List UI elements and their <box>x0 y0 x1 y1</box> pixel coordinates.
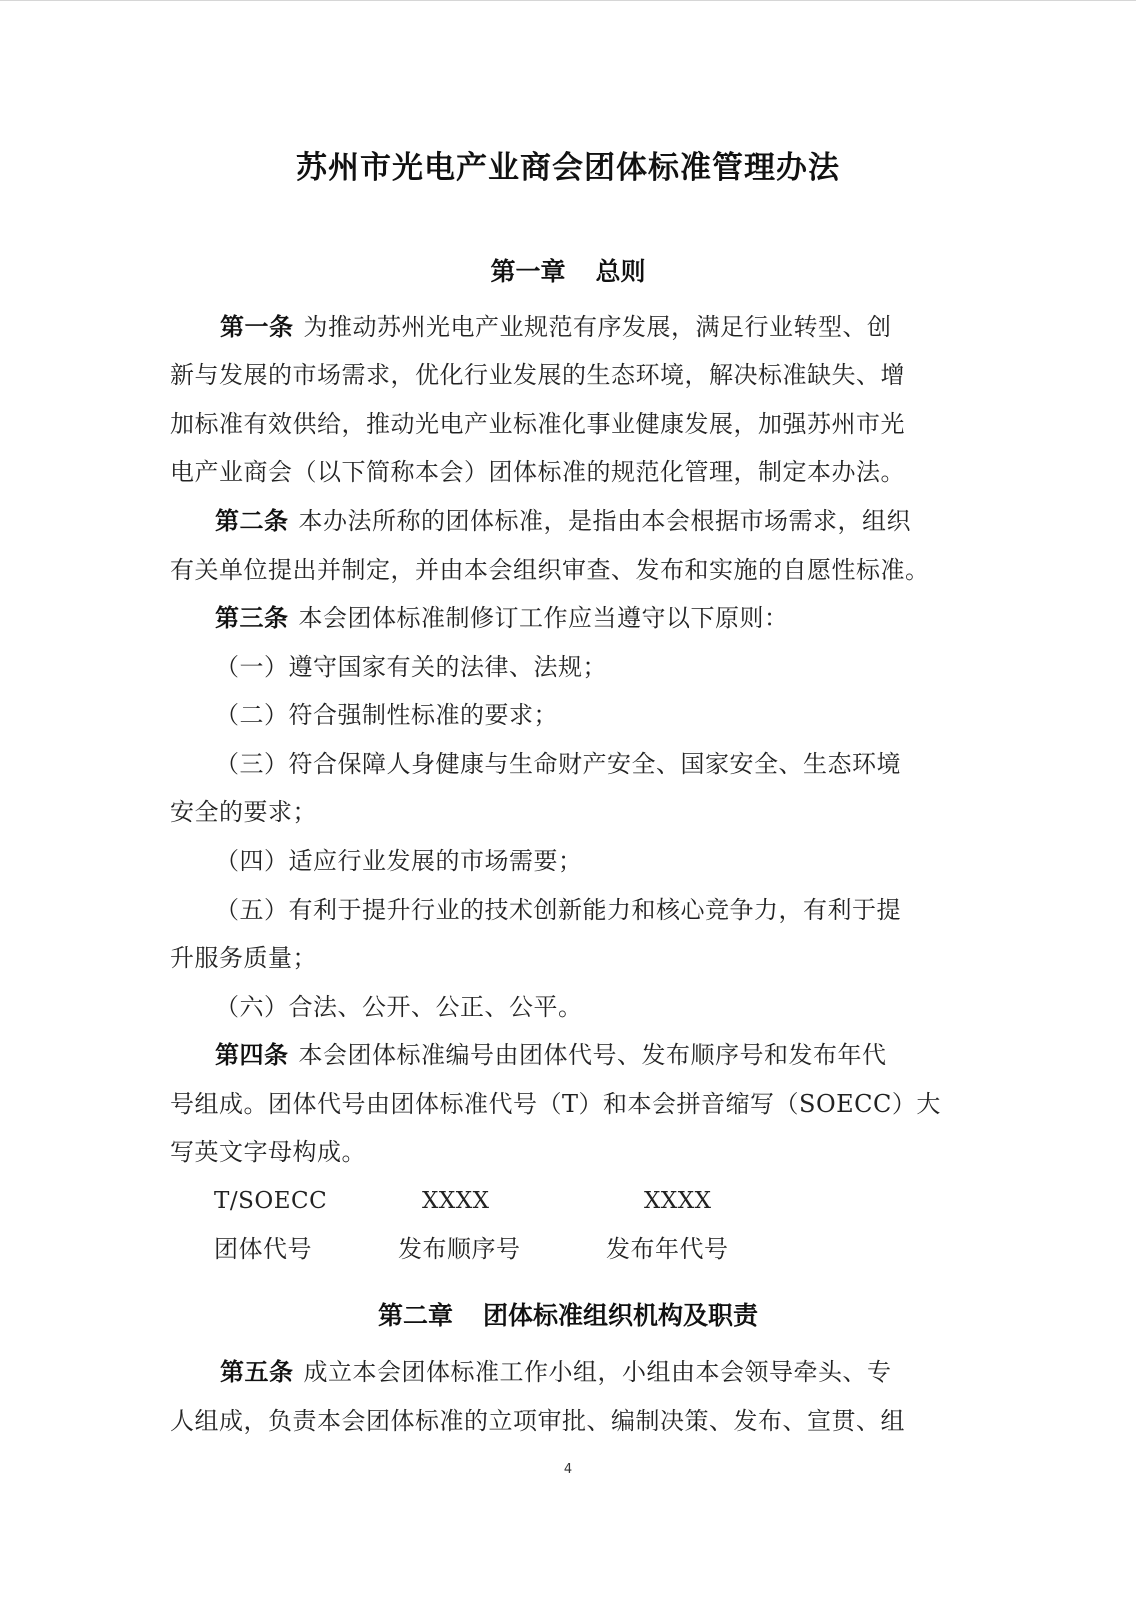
article-5-line-1: 第五条 成立本会团体标准工作小组，小组由本会领导牵头、专 <box>220 1358 892 1386</box>
article-3-item-3-cont: 安全的要求； <box>170 798 317 826</box>
code-value-group: T/SOECC <box>214 1188 328 1214</box>
article-3-label: 第三条 <box>215 604 289 632</box>
chapter-1-label: 第一章 <box>490 257 566 286</box>
article-3-item-4: （四）适应行业发展的市场需要； <box>215 847 583 875</box>
article-1-line-4: 电产业商会（以下简称本会）团体标准的规范化管理，制定本办法。 <box>170 458 905 486</box>
chapter-2-heading <box>0 1296 1136 1332</box>
article-3-line-1: 第三条 本会团体标准制修订工作应当遵守以下原则： <box>215 604 789 632</box>
article-3-item-3: （三）符合保障人身健康与生命财产安全、国家安全、生态环境 <box>215 750 901 778</box>
article-3-item-5: （五）有利于提升行业的技术创新能力和核心竞争力，有利于提 <box>215 896 901 924</box>
article-4-line-2: 号组成。团体代号由团体标准代号（T）和本会拼音缩写（SOECC）大 <box>170 1090 941 1118</box>
article-4-line-1: 第四条 本会团体标准编号由团体代号、发布顺序号和发布年代 <box>215 1041 887 1069</box>
article-5-label: 第五条 <box>220 1358 294 1386</box>
article-3-item-6: （六）合法、公开、公正、公平。 <box>215 993 583 1021</box>
top-border <box>0 0 1136 1</box>
article-2-line-2: 有关单位提出并制定，并由本会组织审查、发布和实施的自愿性标准。 <box>170 556 930 584</box>
article-5-line-2: 人组成，负责本会团体标准的立项审批、编制决策、发布、宣贯、组 <box>170 1407 905 1435</box>
code-label-year: 发布年代号 <box>606 1235 729 1263</box>
article-1-line-2: 新与发展的市场需求，优化行业发展的生态环境，解决标准缺失、增 <box>170 361 905 389</box>
code-label-group: 团体代号 <box>214 1235 312 1263</box>
article-4-line-3: 写英文字母构成。 <box>170 1138 366 1166</box>
chapter-1-heading <box>0 252 1136 288</box>
article-3-item-5-cont: 升服务质量； <box>170 944 317 972</box>
article-4-label: 第四条 <box>215 1041 289 1069</box>
article-1-line-3: 加标准有效供给，推动光电产业标准化事业健康发展，加强苏州市光 <box>170 410 905 438</box>
article-1-line-1: 第一条 为推动苏州光电产业规范有序发展，满足行业转型、创 <box>220 313 892 341</box>
code-value-year: XXXX <box>644 1188 712 1214</box>
document-title: 苏州市光电产业商会团体标准管理办法 <box>296 150 840 186</box>
article-2-line-1: 第二条 本办法所称的团体标准，是指由本会根据市场需求，组织 <box>215 507 911 535</box>
chapter-2-name: 团体标准组织机构及职责 <box>483 1301 759 1330</box>
article-3-item-1: （一）遵守国家有关的法律、法规； <box>215 653 607 681</box>
page-number: 4 <box>563 1462 573 1477</box>
chapter-2-label: 第二章 <box>377 1301 453 1330</box>
chapter-1-name: 总则 <box>595 257 646 286</box>
article-2-label: 第二条 <box>215 507 289 535</box>
code-label-sequence: 发布顺序号 <box>398 1235 521 1263</box>
article-3-item-2: （二）符合强制性标准的要求； <box>215 701 558 729</box>
code-value-sequence: XXXX <box>422 1188 490 1214</box>
article-1-label: 第一条 <box>220 313 294 341</box>
